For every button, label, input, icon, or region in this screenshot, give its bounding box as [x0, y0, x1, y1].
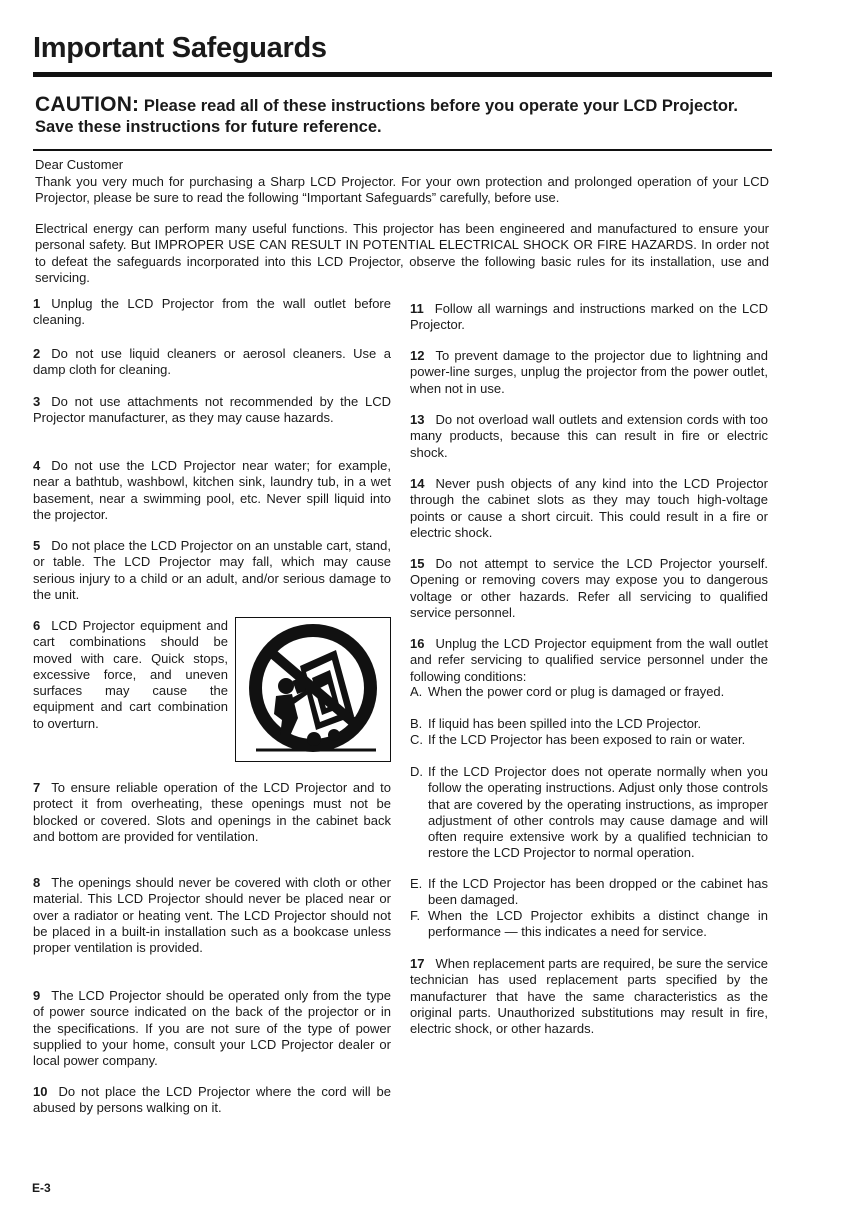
condition-item: C. If the LCD Projector has been exposed to rain or water. [410, 732, 746, 747]
caution-divider [33, 149, 772, 151]
safeguard-item: 1 Unplug the LCD Projector from the wall outlet before cleaning. [33, 296, 391, 328]
condition-item: B. If liquid has been spilled into the LCD Projector. [410, 716, 702, 731]
safeguard-item: 6 LCD Projector equipment and cart combinations should be moved with care. Quick stops, excessive force, and uneven surfaces may cause the equipment and cart combination to overturn. [33, 618, 228, 731]
safeguard-item: 13 Do not overload wall outlets and extension cords with too many products, because this can result in fire or electric shock. [410, 412, 768, 460]
intro-paragraph-1: Thank you very much for purchasing a Sharp LCD Projector. For your own protection and prolonged operation of your LCD Projector, please be sure to read the following “Important Safeguards” carefully, before use. [35, 174, 769, 206]
safeguard-item: 9 The LCD Projector should be operated only from the type of power source indicated on the back of the projector or in the specifications. If you are not sure of the type of power supplied to your home, consult your LCD Projector dealer or local power company. [33, 988, 391, 1069]
condition-item: A. When the power cord or plug is damaged or frayed. [410, 684, 725, 699]
safeguard-item: 4 Do not use the LCD Projector near water; for example, near a bathtub, washbowl, kitchen sink, laundry tub, in a wet basement, near a swimming pool, etc. Never spill liquid into the projector. [33, 458, 391, 522]
condition-item: D. If the LCD Projector does not operate normally when you follow the operating instructions. Adjust only those controls that are covered by the operating instructions, as improper adjustment of other controls may cause damage and will often require extensive work by a qualified technician to restore the LCD Projector to normal operation. [410, 764, 768, 861]
condition-item: E. If the LCD Projector has been dropped or the cabinet has been damaged. [410, 876, 768, 908]
intro-paragraph-2: Electrical energy can perform many useful functions. This projector has been engineered and manufactured to ensure your personal safety. But IMPROPER USE CAN RESULT IN POTENTIAL ELECTRICAL SHOCK OR FIRE HAZARDS. In order not to defeat the safeguards incorporated into this LCD Projector, observe the following basic rules for its installation, use and servicing. [35, 221, 769, 285]
title-divider [33, 72, 772, 77]
safeguard-item: 3 Do not use attachments not recommended by the LCD Projector manufacturer, as they may cause hazards. [33, 394, 391, 426]
cart-warning-figure [235, 617, 391, 762]
caution-text: Please read all of these instructions before you operate your LCD Projector. Save these instructions for future reference. [35, 97, 739, 136]
caution-word: CAUTION: [35, 93, 140, 116]
safeguard-item: 16 Unplug the LCD Projector equipment from the wall outlet and refer servicing to qualified service personnel under the following conditions: [410, 636, 768, 684]
page-title: Important Safeguards [33, 32, 327, 64]
condition-item: F. When the LCD Projector exhibits a distinct change in performance — this indicates a need for service. [410, 908, 768, 940]
safeguard-item: 5 Do not place the LCD Projector on an unstable cart, stand, or table. The LCD Projector may fall, which may cause serious injury to a child or an adult, and/or serious damage to the unit. [33, 538, 391, 602]
safeguard-item: 12 To prevent damage to the projector due to lightning and power-line surges, unplug the projector from the power outlet, when not in use. [410, 348, 768, 396]
safeguard-item: 11 Follow all warnings and instructions marked on the LCD Projector. [410, 301, 768, 333]
safeguard-item: 17 When replacement parts are required, be sure the service technician has used replacement parts specified by the manufacturer that have the same characteristics as the original parts. Unauthorized substitutions may result in fire, electric shock, or other hazards. [410, 956, 768, 1037]
salutation: Dear Customer [35, 157, 124, 172]
safeguard-item: 15 Do not attempt to service the LCD Projector yourself. Opening or removing covers may expose you to dangerous voltage or other hazards. Refer all servicing to qualified service personnel. [410, 556, 768, 620]
caution-heading [35, 94, 775, 138]
page-number: E-3 [32, 1181, 51, 1195]
safeguard-item: 14 Never push objects of any kind into the LCD Projector through the cabinet slots as they may touch high-voltage points or cause a short circuit. This could result in a fire or electric shock. [410, 476, 768, 540]
cart-tip-over-warning-icon [236, 618, 390, 761]
safeguard-item: 8 The openings should never be covered with cloth or other material. This LCD Projector should never be placed near or over a radiator or heating vent. The LCD Projector should not be placed in a built-in installation such as a bookcase unless proper ventilation is provided. [33, 875, 391, 956]
safeguard-item: 7 To ensure reliable operation of the LCD Projector and to protect it from overheating, these openings must not be blocked or covered. Slots and openings in the cabinet back and bottom are provided for ventilation. [33, 780, 391, 844]
safeguard-item: 2 Do not use liquid cleaners or aerosol cleaners. Use a damp cloth for cleaning. [33, 346, 391, 378]
safeguard-item: 10 Do not place the LCD Projector where the cord will be abused by persons walking on it. [33, 1084, 391, 1116]
